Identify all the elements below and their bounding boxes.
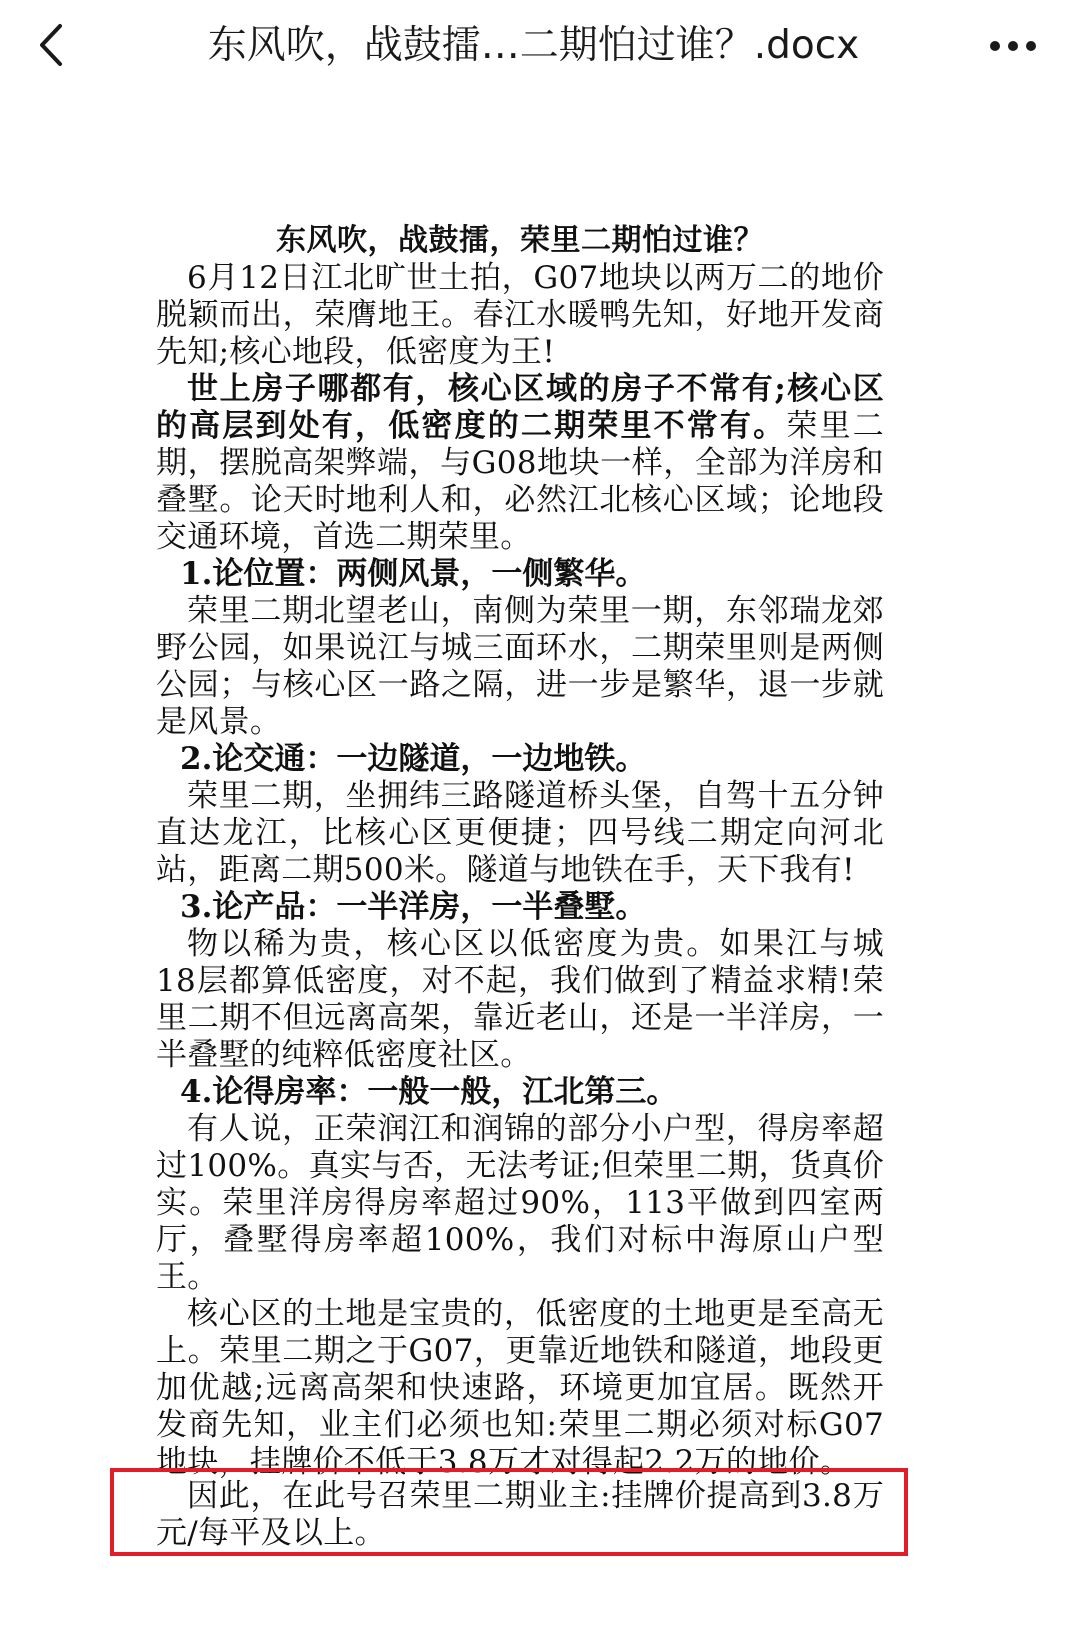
section-heading-efficiency: 4.论得房率：一般一般，江北第三。 xyxy=(180,1074,678,1110)
intro-paragraph: 6月12日江北旷世土拍，G07地块以两万二的地价脱颖而出，荣膺地王。春江水暖鸭先知，好地开发商先知;核心地段，低密度为王! xyxy=(156,260,884,370)
section-heading-location: 1.论位置：两侧风景，一侧繁华。 xyxy=(180,556,647,592)
more-horizontal-icon xyxy=(983,26,1043,66)
section-heading-product: 3.论产品：一半洋房，一半叠墅。 xyxy=(180,889,647,925)
closing-paragraph: 核心区的土地是宝贵的，低密度的土地更是至高无上。荣里二期之于G07，更靠近地铁和隧道，地段更加优越;远离高架和快速路，环境更加宜居。既然开发商先知，业主们必须也知:荣里二期必须对标G07地块，挂牌价不低于3.8万才对得起2.2万的地价。 xyxy=(156,1296,884,1480)
back-button[interactable] xyxy=(28,20,78,70)
document-title: 东风吹，战鼓擂…二期怕过谁？.docx xyxy=(207,23,860,68)
lead-paragraph xyxy=(156,371,884,556)
top-bar xyxy=(0,0,1077,96)
section-body-product: 物以稀为贵，核心区以低密度为贵。如果江与城18层都算低密度，对不起，我们做到了精益求精!荣里二期不但远离高架，靠近老山，还是一半洋房，一半叠墅的纯粹低密度社区。 xyxy=(156,926,884,1073)
lead-rest-text: 荣里二期，摆脱高架弊端，与G08地块一样，全部为洋房和叠墅。论天时地利人和，必然江北核心区域；论地段交通环境，首选二期荣里。 xyxy=(156,408,884,555)
section-body-efficiency: 有人说，正荣润江和润锦的部分小户型，得房率超过100%。真实与否，无法考证;但荣里二期，货真价实。荣里洋房得房率超过90%，113平做到四室两厅，叠墅得房率超100%，我们对标中海原山户型王。 xyxy=(156,1111,884,1295)
more-button[interactable] xyxy=(983,26,1043,66)
section-heading-transport: 2.论交通：一边隧道，一边地铁。 xyxy=(180,741,647,777)
section-body-transport: 荣里二期，坐拥纬三路隧道桥头堡，自驾十五分钟直达龙江，比核心区更便捷；四号线二期定向河北站，距离二期500米。隧道与地铁在手，天下我有! xyxy=(156,778,884,888)
lead-bold-text: 世上房子哪都有，核心区域的房子不常有;核心区的高层到处有，低密度的二期荣里不常有。 xyxy=(156,371,884,444)
section-body-location: 荣里二期北望老山，南侧为荣里一期，东邻瑞龙郊野公园，如果说江与城三面环水，二期荣里则是两侧公园；与核心区一路之隔，进一步是繁华，退一步就是风景。 xyxy=(156,593,884,740)
highlighted-paragraph: 因此，在此号召荣里二期业主:挂牌价提高到3.8万元/每平及以上。 xyxy=(156,1478,884,1551)
document-page xyxy=(156,222,884,1481)
article-title: 东风吹，战鼓擂，荣里二期怕过谁？ xyxy=(276,223,764,258)
chevron-left-icon xyxy=(28,20,78,70)
